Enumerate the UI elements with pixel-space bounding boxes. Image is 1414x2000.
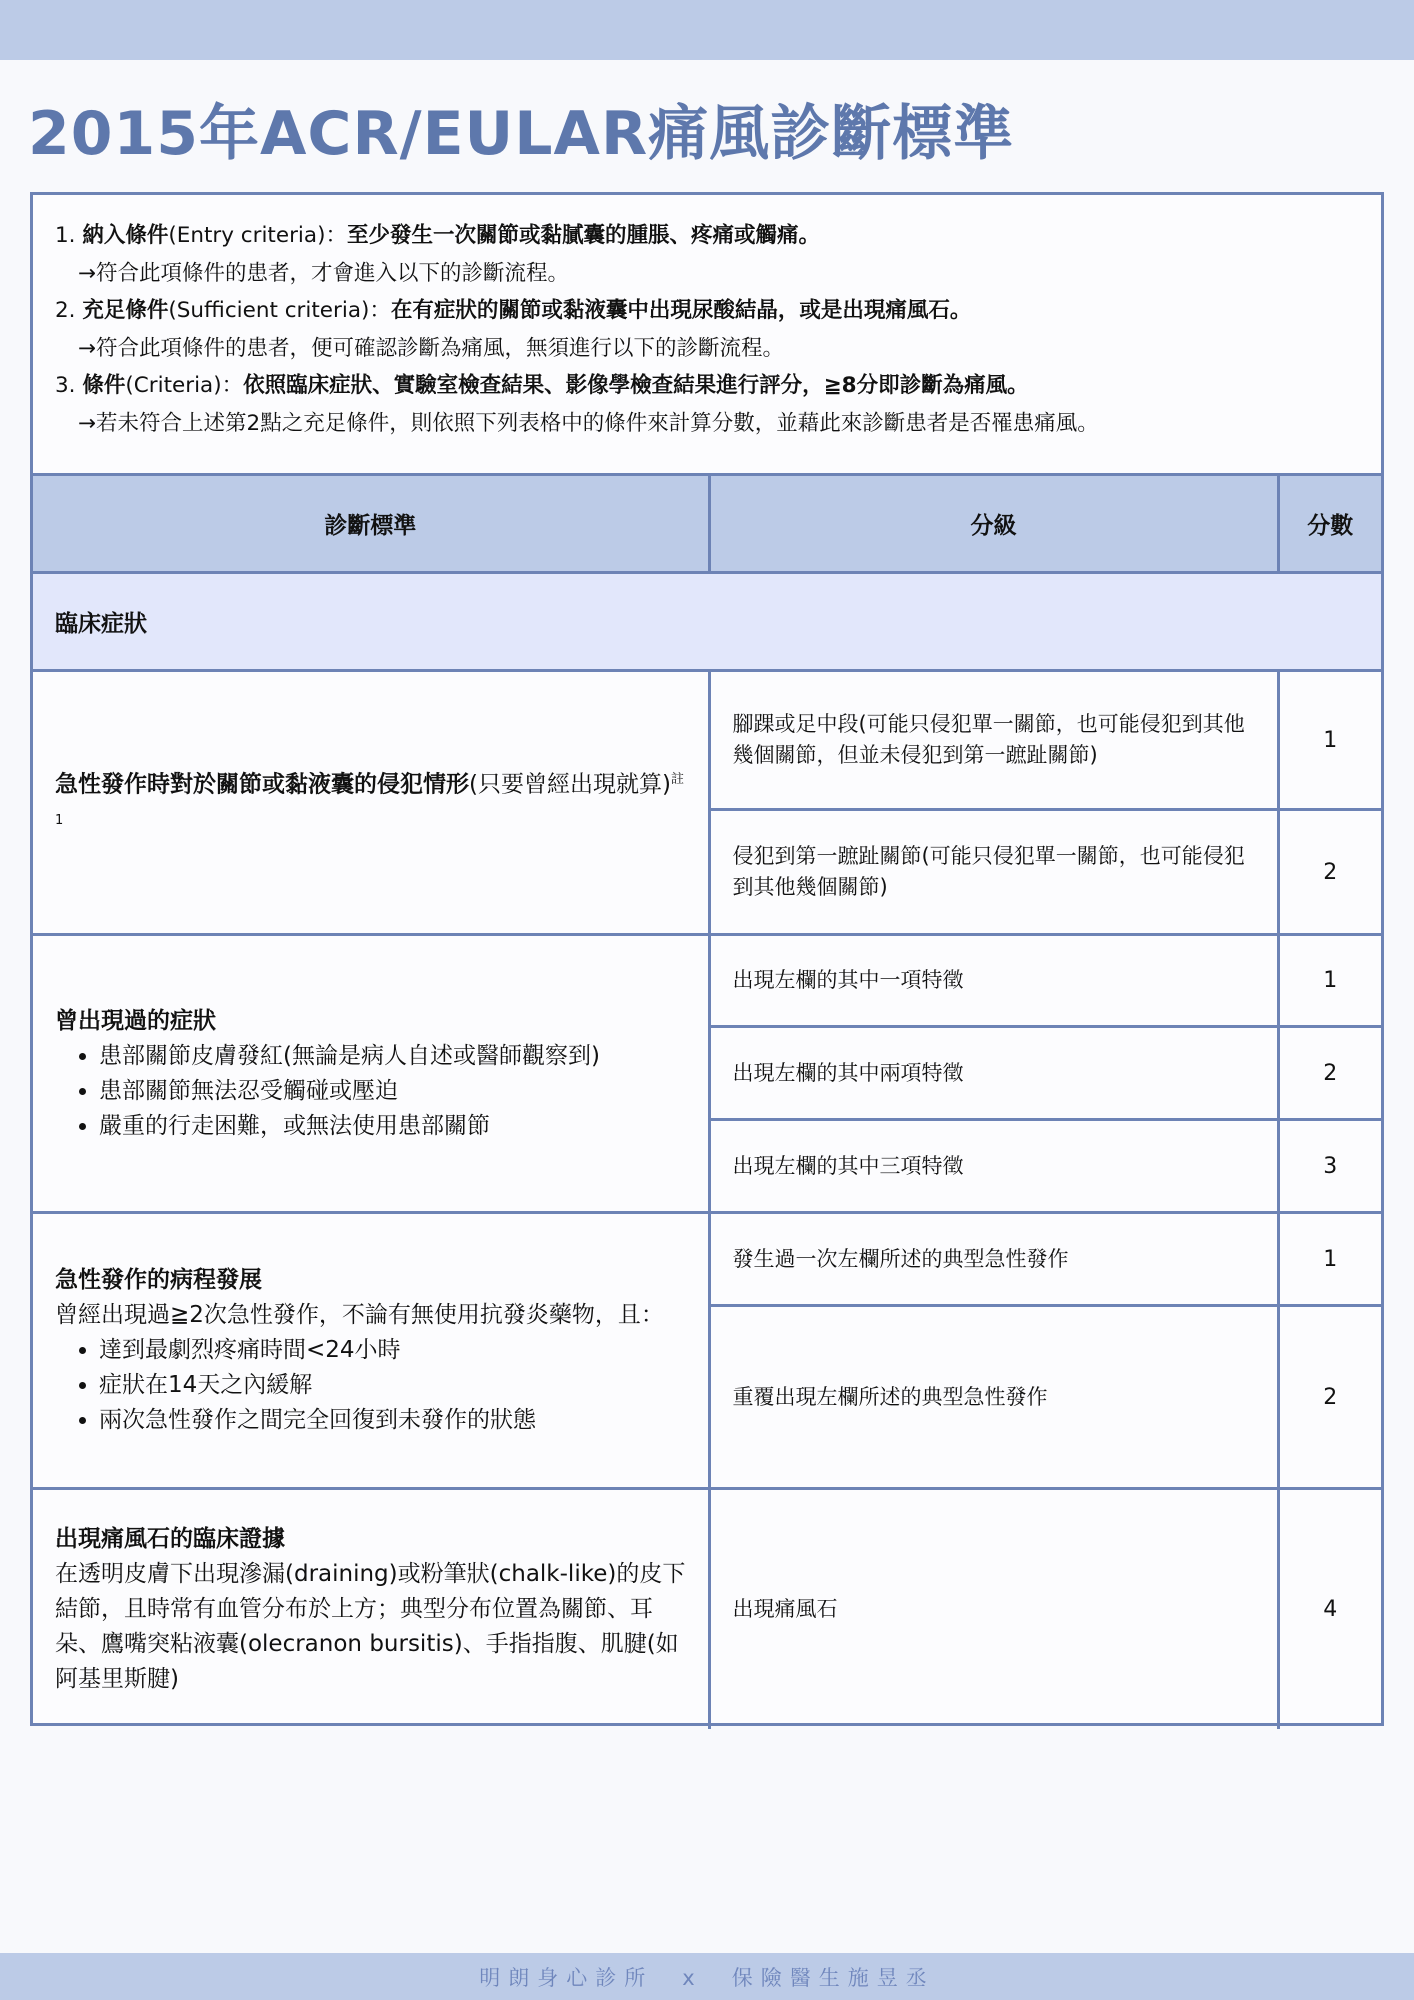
- list-item: • 達到最劇烈疼痛時間<24小時: [99, 1333, 686, 1368]
- grade-cell: 出現左欄的其中一項特徵: [709, 935, 1278, 1027]
- score-cell: 3: [1278, 1120, 1381, 1213]
- table-row: [33, 671, 1381, 810]
- criterion-title: 急性發作的病程發展: [55, 1267, 262, 1293]
- criterion-title: 急性發作時對於關節或黏液囊的侵犯情形: [55, 771, 469, 798]
- page-title: 2015年ACR/EULAR痛風診斷標準: [28, 99, 1015, 169]
- grade-cell: 腳踝或足中段(可能只侵犯單一關節，也可能侵犯到其他幾個關節，但並未侵犯到第一蹠趾關節): [709, 671, 1278, 810]
- criterion-title: 出現痛風石的臨床證據: [55, 1525, 285, 1552]
- section-row: [33, 573, 1381, 671]
- intro-note: →符合此項條件的患者，才會進入以下的診斷流程。: [78, 260, 570, 286]
- section-title: 臨床症狀: [33, 573, 1381, 671]
- list-item: • 患部關節無法忍受觸碰或壓迫: [99, 1074, 686, 1109]
- score-cell: 2: [1278, 1027, 1381, 1120]
- criterion-cell: [33, 935, 709, 1213]
- intro-item: 2. 充足條件(Sufficient criteria)：在有症狀的關節或黏液囊中出現尿酸結晶，或是出現痛風石。: [55, 298, 972, 323]
- intro-note: →若未符合上述第2點之充足條件，則依照下列表格中的條件來計算分數，並藉此來診斷患者是否罹患痛風。: [78, 410, 1099, 436]
- score-cell: 1: [1278, 1213, 1381, 1306]
- score-cell: 2: [1278, 810, 1381, 935]
- criteria-table: [33, 473, 1381, 1729]
- table-row: [33, 1213, 1381, 1306]
- footnote-marker: 註1: [55, 771, 684, 828]
- header-score: 分數: [1278, 475, 1381, 573]
- intro-item: 3. 條件(Criteria)：依照臨床症狀、實驗室檢查結果、影像學檢查結果進行評分，≧8分即診斷為痛風。: [55, 373, 1029, 398]
- score-cell: 2: [1278, 1306, 1381, 1489]
- list-item: • 患部關節皮膚發紅(無論是病人自述或醫師觀察到): [99, 1039, 686, 1074]
- criteria-frame: [30, 192, 1384, 1726]
- criterion-cell: [33, 1489, 709, 1729]
- score-cell: 1: [1278, 935, 1381, 1027]
- grade-cell: 出現左欄的其中三項特徵: [709, 1120, 1278, 1213]
- list-item: • 兩次急性發作之間完全回復到未發作的狀態: [99, 1403, 686, 1438]
- criterion-suffix: (只要曾經出現就算): [469, 771, 671, 798]
- criterion-text: 曾經出現過≧2次急性發作，不論有無使用抗發炎藥物，且：: [55, 1302, 664, 1328]
- score-cell: 4: [1278, 1489, 1381, 1729]
- symptom-list: [55, 1039, 686, 1144]
- table-row: [33, 935, 1381, 1027]
- intro-item: 1. 納入條件(Entry criteria)：至少發生一次關節或黏膩囊的腫脹、疼痛或觸痛。: [55, 223, 820, 248]
- list-item: • 症狀在14天之內緩解: [99, 1368, 686, 1403]
- table-row: [33, 1489, 1381, 1729]
- grade-cell: 出現痛風石: [709, 1489, 1278, 1729]
- header-grade: 分級: [709, 475, 1278, 573]
- footer-band: [0, 1953, 1414, 2000]
- score-cell: 1: [1278, 671, 1381, 810]
- criterion-text: 在透明皮膚下出現滲漏(draining)或粉筆狀(chalk-like)的皮下結節，且時常有血管分布於上方；典型分布位置為關節、耳朵、鷹嘴突粘液囊(olecranon bursitis)、手指指腹、肌腱(如阿基里斯腱): [55, 1560, 686, 1692]
- top-band: [0, 0, 1414, 60]
- grade-cell: 侵犯到第一蹠趾關節(可能只侵犯單一關節，也可能侵犯到其他幾個關節): [709, 810, 1278, 935]
- criterion-cell: [33, 1213, 709, 1489]
- list-item: • 嚴重的行走困難，或無法使用患部關節: [99, 1109, 686, 1144]
- attack-list: [55, 1333, 686, 1438]
- intro-note: →符合此項條件的患者，便可確認診斷為痛風，無須進行以下的診斷流程。: [78, 335, 785, 361]
- table-header-row: [33, 475, 1381, 573]
- criterion-title: 曾出現過的症狀: [55, 1007, 216, 1034]
- grade-cell: 出現左欄的其中兩項特徵: [709, 1027, 1278, 1120]
- grade-cell: 重覆出現左欄所述的典型急性發作: [709, 1306, 1278, 1489]
- footer-text: 明朗身心診所 x 保險醫生施昱丞: [479, 1965, 935, 1990]
- intro-criteria: [33, 195, 1381, 475]
- criterion-cell: [33, 671, 709, 935]
- grade-cell: 發生過一次左欄所述的典型急性發作: [709, 1213, 1278, 1306]
- header-criteria: 診斷標準: [33, 475, 709, 573]
